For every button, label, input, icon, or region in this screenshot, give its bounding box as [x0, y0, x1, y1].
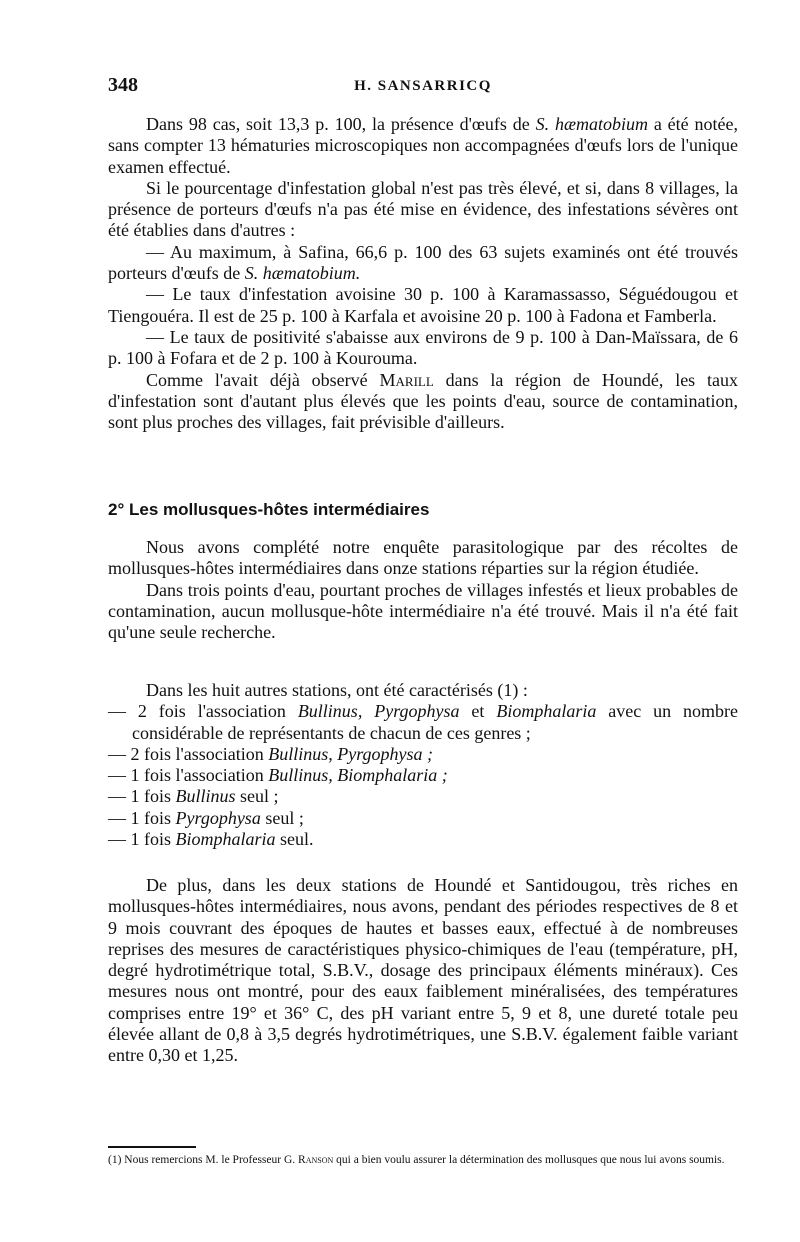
- paragraph: Dans les huit autres stations, ont été caractérisés (1) :: [146, 680, 528, 700]
- list-item: — Le taux de positivité s'abaisse aux environs de 9 p. 100 à Dan-Maïssara, de 6 p. 100 à Fofara et de 2 p. 100 à Kourouma.: [108, 326, 738, 369]
- footnote: (1) Nous remercions M. le Professeur G. Ranson qui a bien voulu assurer la détermination des mollusques que nous lui avons soumis.: [108, 1154, 725, 1166]
- page-header: [108, 74, 738, 104]
- list-item: — 2 fois l'association Bullinus, Pyrgophysa ;: [108, 743, 434, 764]
- section-heading: 2° Les mollusques-hôtes intermédiaires: [108, 500, 430, 519]
- section-2-list: [108, 680, 738, 850]
- paragraph: De plus, dans les deux stations de Houndé et Santidougou, très riches en mollusques-hôtes intermédiaires, nous avons, pendant des périodes respectives de 8 et 9 mois couvrant des époques de hautes et basses eaux, effectué à de nombreuses reprises des mesures de caractéristiques physico-chimiques de l'eau (température, pH, degré hydrotimétrique total, S.B.V., dosage des principaux éléments minéraux). Ces mesures nous ont montré, pour des eaux faiblement minéralisées, des températures comprises entre 19° et 36° C, des pH variant entre 5, 9 et 8, une dureté totale peu élevée allant de 0,8 à 3,5 degrés hydrotimétriques, une S.B.V. également faible variant entre 0,30 et 1,25.: [108, 875, 738, 1066]
- paragraph: Comme l'avait déjà observé Marill dans la région de Houndé, les taux d'infestation sont d'autant plus élevés que les points d'eau, source de contamination, sont plus proches des villages, fait prévisible d'ailleurs.: [108, 369, 738, 433]
- list-item: — 2 fois l'association Bullinus, Pyrgophysa et Biomphalaria avec un nombre considérable de représentants de chacun de ces genres ;: [108, 701, 738, 743]
- paragraph: Nous avons complété notre enquête parasitologique par des récoltes de mollusques-hôtes intermédiaires dans onze stations réparties sur la région étudiée.: [108, 537, 738, 579]
- list-item: — Au maximum, à Safina, 66,6 p. 100 des 63 sujets examinés ont été trouvés porteurs d'œufs de S. hæmatobium.: [108, 241, 738, 284]
- mollusc-list: [108, 701, 738, 850]
- list-item: — 1 fois Biomphalaria seul.: [108, 829, 314, 850]
- paragraph: Dans trois points d'eau, pourtant proches de villages infestés et lieux probables de contamination, aucun mollusque-hôte intermédiaire n'a été trouvé. Mais il n'a été fait qu'une seule recherche.: [108, 579, 738, 643]
- paragraph: Dans 98 cas, soit 13,3 p. 100, la présence d'œufs de S. hæmatobium a été notée, sans compter 13 hématuries microscopiques non accompagnées d'œufs lors de l'unique examen effectué.: [108, 114, 738, 177]
- list-item: — 1 fois l'association Bullinus, Biomphalaria ;: [108, 765, 448, 786]
- page-number: 348: [108, 74, 138, 96]
- running-head: H. SANSARRICQ: [354, 78, 492, 94]
- footnote-divider: [108, 1146, 196, 1148]
- section-2-intro: [108, 537, 738, 643]
- list-item: — 1 fois Pyrgophysa seul ;: [108, 807, 304, 828]
- list-item: — 1 fois Bullinus seul ;: [108, 786, 279, 807]
- section-1: [108, 114, 738, 433]
- paragraph: Si le pourcentage d'infestation global n'est pas très élevé, et si, dans 8 villages, la présence de porteurs d'œufs n'a pas été mise en évidence, des infestations sévères ont été établies dans d'autres :: [108, 177, 738, 241]
- list-item: — Le taux d'infestation avoisine 30 p. 100 à Karamassasso, Séguédougou et Tiengouéra. Il est de 25 p. 100 à Karfala et avoisine 20 p. 100 à Fadona et Famberla.: [108, 284, 738, 326]
- section-2-measurements: [108, 875, 738, 1067]
